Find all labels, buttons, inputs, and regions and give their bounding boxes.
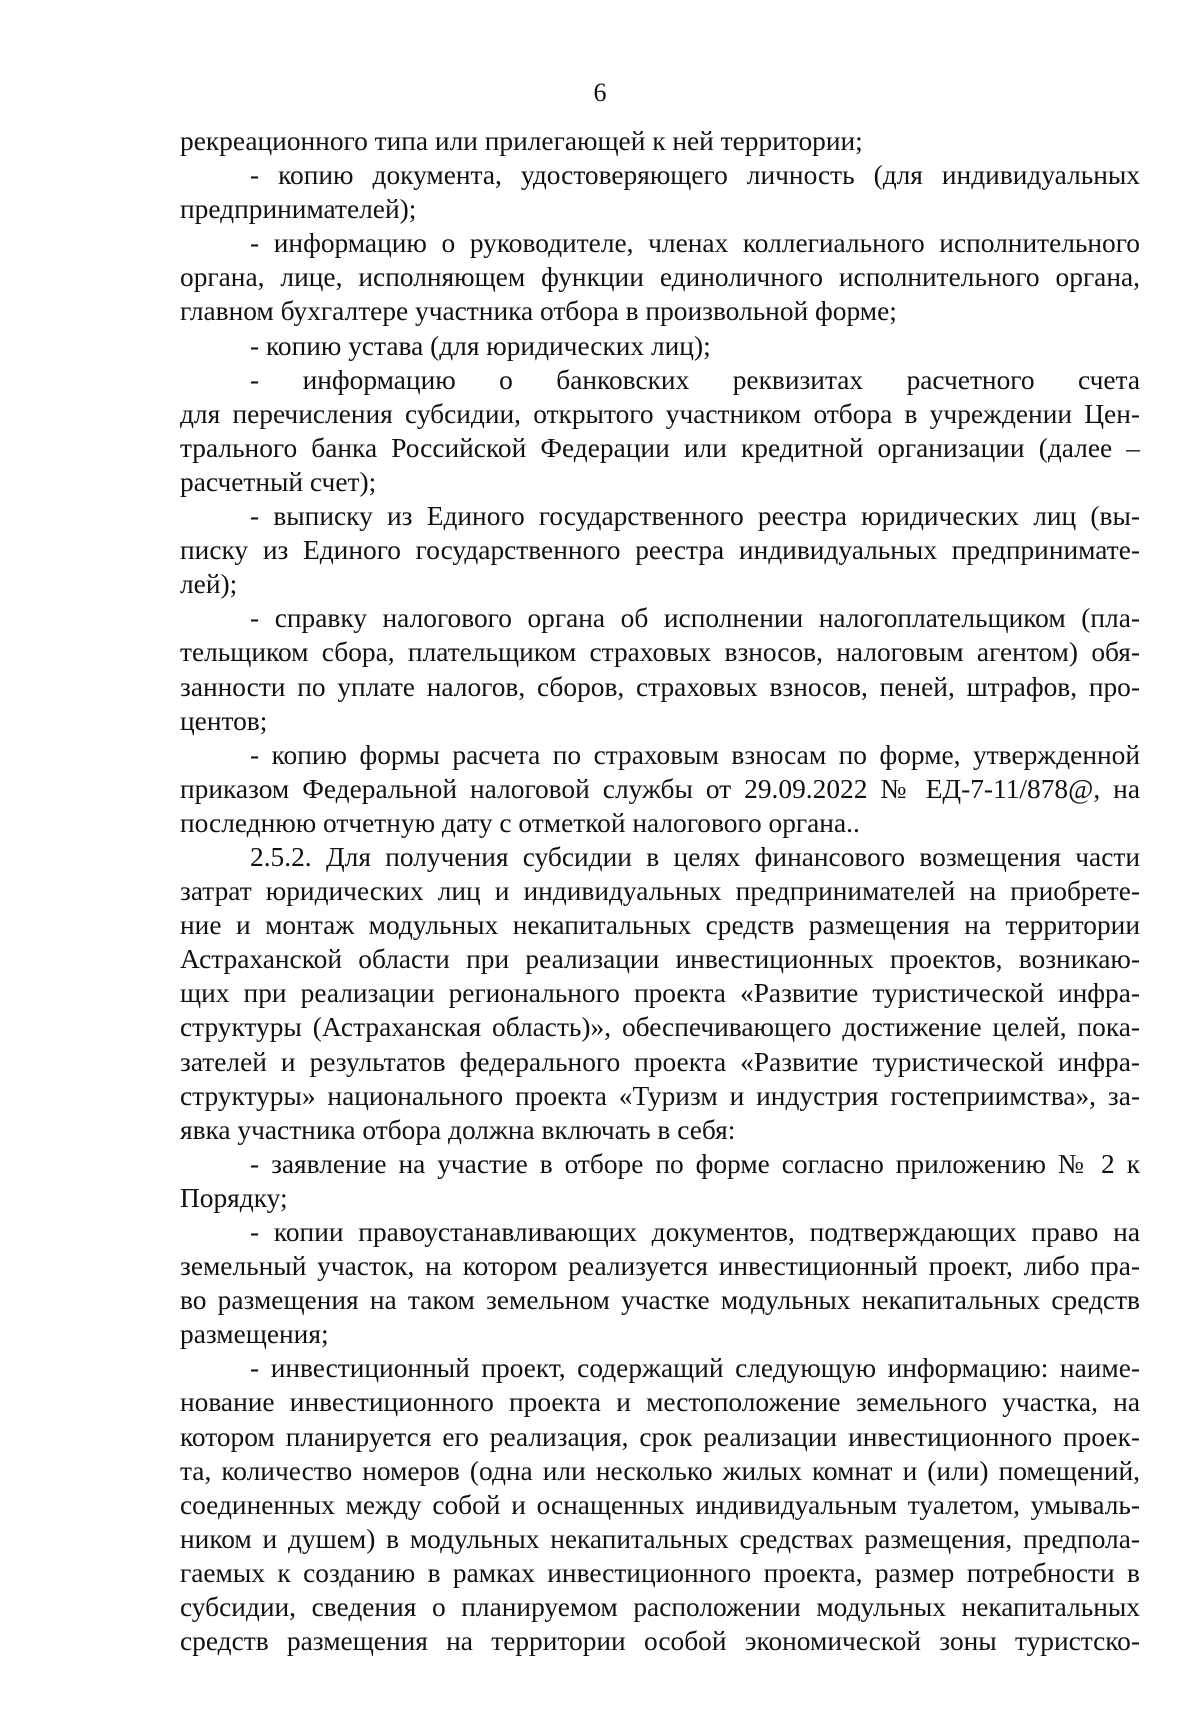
- text-line: - копию документа, удостоверяющего личность (для индивидуальных: [250, 160, 1140, 191]
- text-line: - информацию о банковских реквизитах расчетного счета: [250, 364, 1140, 395]
- text-line: щих при реализации регионального проекта «Развитие туристической инфра-: [180, 978, 1140, 1009]
- text-line: структуры (Астраханская область)», обеспечивающего достижение целей, пока-: [180, 1012, 1140, 1043]
- text-line: приказом Федеральной налоговой службы от 29.09.2022 № ЕД-7-11/878@, на: [180, 773, 1140, 804]
- text-line: - заявление на участие в отборе по форме согласно приложению № 2 к: [250, 1148, 1140, 1179]
- text-line: тельщиком сбора, плательщиком страховых взносов, налоговым агентом) обя-: [180, 637, 1140, 668]
- text-line: центов;: [180, 705, 268, 736]
- text-line: структуры» национального проекта «Туризм и индустрия гостеприимства», за-: [180, 1080, 1140, 1111]
- text-line: земельный участок, на котором реализуется инвестиционный проект, либо пра-: [180, 1251, 1140, 1282]
- text-line: - копию устава (для юридических лиц);: [250, 330, 711, 361]
- text-line: явка участника отбора должна включать в себя:: [180, 1114, 736, 1145]
- text-line: лей);: [180, 569, 238, 600]
- text-line: Астраханской области при реализации инвестиционных проектов, возникаю-: [180, 944, 1140, 975]
- text-line: ником и душем) в модульных некапитальных средствах размещения, предпола-: [180, 1523, 1140, 1554]
- text-line: затрат юридических лиц и индивидуальных предпринимателей на приобрете-: [180, 876, 1140, 907]
- text-line: органа, лице, исполняющем функции единоличного исполнительного органа,: [180, 262, 1140, 293]
- text-line: котором планируется его реализация, срок реализации инвестиционного проек-: [180, 1421, 1140, 1452]
- text-line: последнюю отчетную дату с отметкой налогового органа..: [180, 807, 860, 838]
- text-line: - копию формы расчета по страховым взносам по форме, утвержденной: [250, 739, 1140, 770]
- text-line: занности по уплате налогов, сборов, страховых взносов, пеней, штрафов, про-: [180, 671, 1140, 702]
- text-line: Порядку;: [180, 1182, 288, 1213]
- text-line: - информацию о руководителе, членах коллегиального исполнительного: [250, 228, 1140, 259]
- text-line: писку из Единого государственного реестра индивидуальных предпринимате-: [180, 535, 1140, 566]
- text-line: рекреационного типа или прилегающей к ней территории;: [180, 126, 863, 156]
- text-line: предпринимателей);: [180, 194, 417, 225]
- text-line: гаемых к созданию в рамках инвестиционного проекта, размер потребности в: [180, 1557, 1140, 1588]
- text-line: расчетный счет);: [180, 466, 377, 497]
- text-line: нование инвестиционного проекта и местоположение земельного участка, на: [180, 1387, 1140, 1418]
- text-line: - копии правоустанавливающих документов, подтверждающих право на: [250, 1217, 1140, 1247]
- page-number: 6: [593, 78, 607, 107]
- text-line: зателей и результатов федерального проекта «Развитие туристической инфра-: [180, 1046, 1140, 1077]
- text-line: трального банка Российской Федерации или кредитной организации (далее –: [180, 432, 1140, 463]
- document-body: [180, 124, 1140, 1658]
- text-line: главном бухгалтере участника отбора в произвольной форме;: [180, 296, 897, 327]
- text-line: средств размещения на территории особой экономической зоны туристско-: [180, 1626, 1140, 1657]
- text-line: ние и монтаж модульных некапитальных средств размещения на территории: [180, 910, 1140, 941]
- text-line: размещения;: [180, 1319, 329, 1350]
- text-line: - инвестиционный проект, содержащий следующую информацию: наиме-: [250, 1353, 1140, 1384]
- text-line: соединенных между собой и оснащенных индивидуальным туалетом, умываль-: [180, 1489, 1140, 1520]
- text-line: субсидии, сведения о планируемом расположении модульных некапитальных: [180, 1592, 1140, 1623]
- text-line: во размещения на таком земельном участке модульных некапитальных средств: [180, 1285, 1140, 1316]
- text-line: - справку налогового органа об исполнении налогоплательщиком (пла-: [250, 603, 1140, 634]
- text-line: для перечисления субсидии, открытого участником отбора в учреждении Цен-: [180, 398, 1140, 429]
- text-line: - выписку из Единого государственного реестра юридических лиц (вы-: [250, 501, 1140, 532]
- text-line: 2.5.2. Для получения субсидии в целях финансового возмещения части: [250, 841, 1140, 872]
- text-line: та, количество номеров (одна или несколько жилых комнат и (или) помещений,: [180, 1455, 1140, 1486]
